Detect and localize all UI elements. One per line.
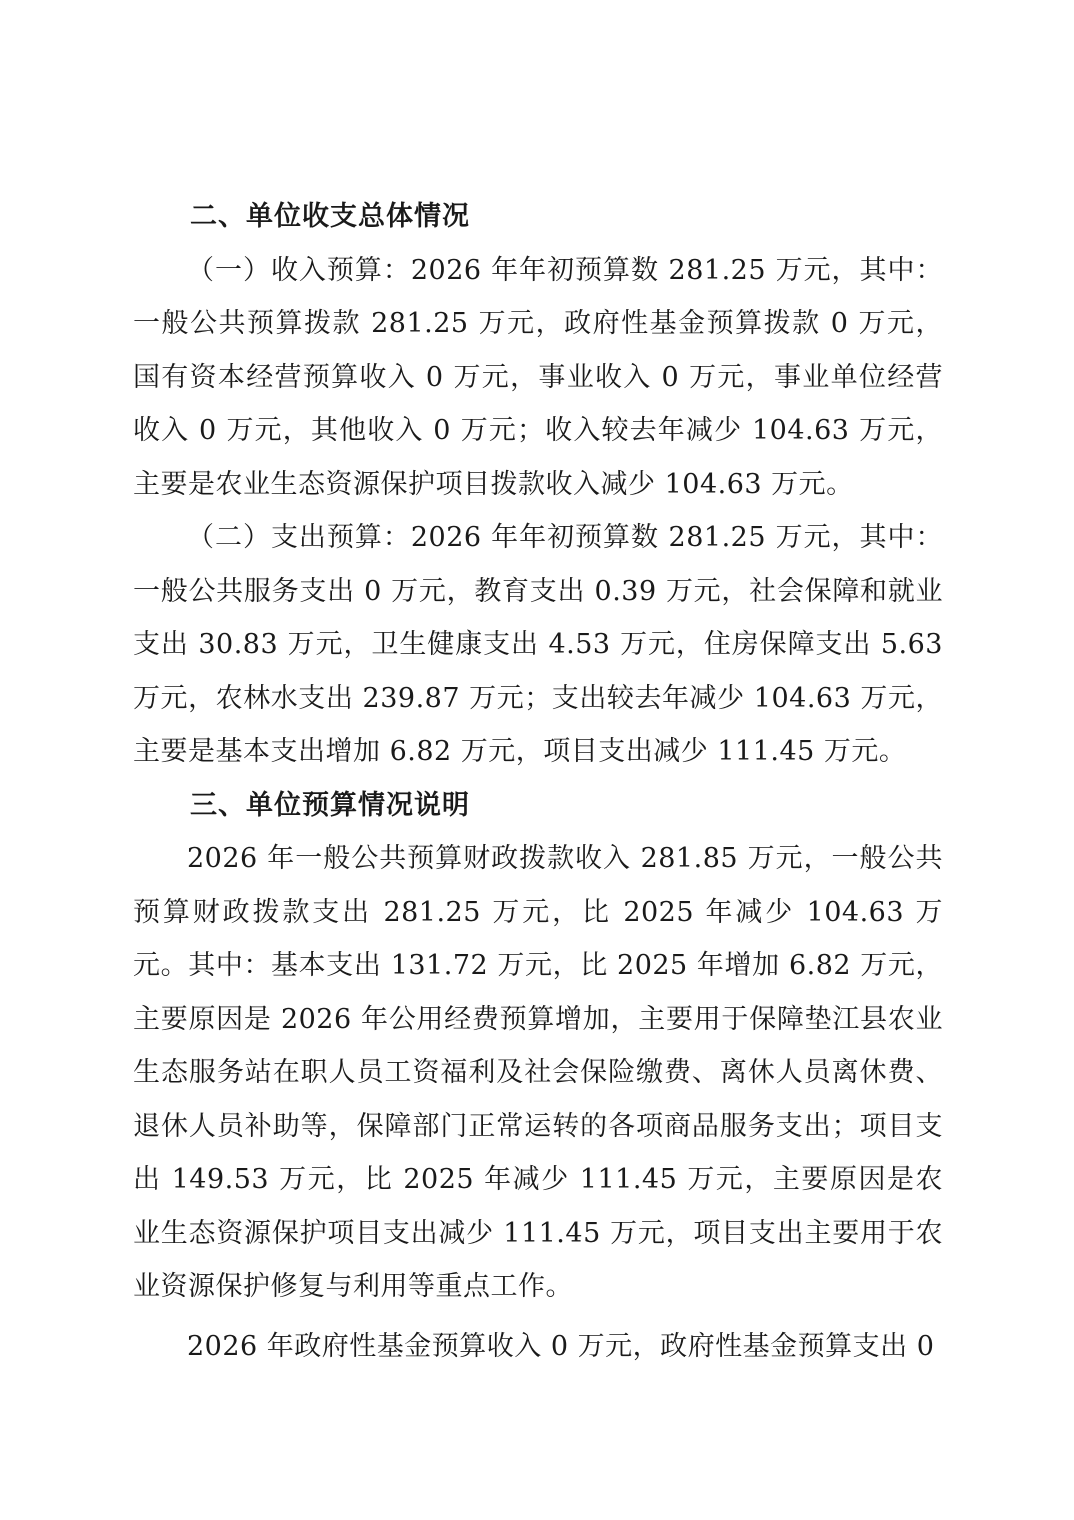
paragraph-expenditure-budget: （二）支出预算：2026 年年初预算数 281.25 万元，其中：一般公共服务支出 0 万元，教育支出 0.39 万元，社会保障和就业支出 30.83 万元，卫生健康支出 4.53 万元，住房保障支出 5.63 万元，农林水支出 239.87 万元；支出较去年减少 104.63 万元，主要是基本支出增加 6.82 万元，项目支出减少 111.45 万元。	[133, 522, 943, 767]
section-heading-overall-revenue-expenditure: 二、单位收支总体情况	[190, 201, 470, 232]
paragraph-government-fund-budget: 2026 年政府性基金预算收入 0 万元，政府性基金预算支出 0	[187, 1330, 935, 1362]
section-heading-budget-explanation: 三、单位预算情况说明	[190, 789, 470, 821]
paragraph-revenue-budget: （一）收入预算：2026 年年初预算数 281.25 万元，其中：一般公共预算拨款 281.25 万元，政府性基金预算拨款 0 万元，国有资本经营预算收入 0 万元，事业收入 0 万元，事业单位经营收入 0 万元，其他收入 0 万元；收入较去年减少 104.63 万元，主要是农业生态资源保护项目拨款收入减少 104.63 万元。	[133, 254, 943, 500]
paragraph-general-public-budget: 2026 年一般公共预算财政拨款收入 281.85 万元，一般公共预算财政拨款支出 281.25 万元，比 2025 年减少 104.63 万元。其中：基本支出 131.72 万元，比 2025 年增加 6.82 万元，主要原因是 2026 年公用经费预算增加，主要用于保障垫江县农业生态服务站在职人员工资福利及社会保险缴费、离休人员离休费、退休人员补助等，保障部门正常运转的各项商品服务支出；项目支出 149.53 万元，比 2025 年减少 111.45 万元，主要原因是农业生态资源保护项目支出减少 111.45 万元，项目支出主要用于农业资源保护修复与利用等重点工作。	[133, 843, 943, 1302]
document-body	[133, 190, 943, 1373]
